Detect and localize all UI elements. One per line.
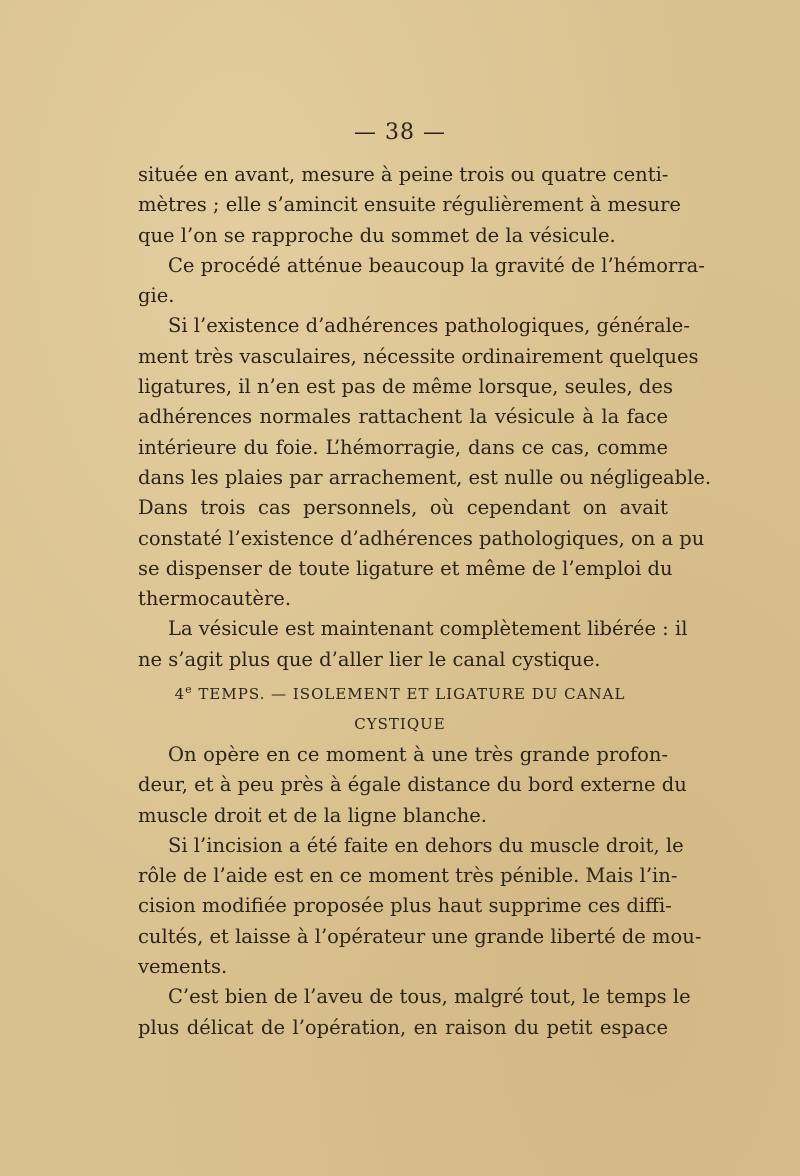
text-line: plus délicat de l’opération, en raison du petit espace bbox=[138, 1015, 668, 1039]
text-line: Dans trois cas personnels, où cependant on avait bbox=[138, 496, 668, 520]
text-line: intérieure du foie. L’hémorragie, dans ce cas, comme bbox=[138, 435, 668, 459]
text-line: Ce procédé atténue beaucoup la gravité de l’hémorra- bbox=[168, 253, 705, 277]
section-heading bbox=[0, 675, 800, 739]
text-line: ligatures, il n’en est pas de même lorsque, seules, des bbox=[138, 375, 673, 399]
text-line: cision modifiée proposée plus haut supprime ces diffi- bbox=[138, 894, 672, 918]
text-line: On opère en ce moment à une très grande profon- bbox=[168, 743, 668, 766]
heading-line-2: CYSTIQUE bbox=[354, 715, 446, 733]
text-line: que l’on se rapproche du sommet de la vésicule. bbox=[138, 223, 616, 247]
text-line: mètres ; elle s’amincit ensuite régulièrement à mesure bbox=[138, 193, 681, 217]
text-line: se dispenser de toute ligature et même de l’emploi du bbox=[138, 556, 673, 580]
text-line: muscle droit et de la ligne blanche. bbox=[138, 803, 488, 827]
text-line: La vésicule est maintenant complètement libérée : il bbox=[168, 617, 688, 641]
text-line: rôle de l’aide est en ce moment très pénible. Mais l’in- bbox=[138, 864, 678, 888]
text-line: dans les plaies par arrachement, est nulle ou négligeable. bbox=[138, 465, 712, 489]
text-block-top bbox=[138, 160, 712, 675]
text-line: thermocautère. bbox=[138, 587, 292, 611]
page-number: — 38 — bbox=[354, 120, 446, 145]
heading-ordinal-sup: e bbox=[185, 683, 193, 696]
text-line: gie. bbox=[138, 284, 175, 308]
text-line: adhérences normales rattachent la vésicule à la face bbox=[138, 405, 668, 429]
text-line: C’est bien de l’aveu de tous, malgré tout, le temps le bbox=[168, 985, 691, 1009]
text-line: Si l’existence d’adhérences pathologiques, générale- bbox=[168, 314, 690, 338]
text-line: constaté l’existence d’adhérences pathologiques, on a pu bbox=[138, 526, 705, 550]
text-block-bottom bbox=[138, 740, 702, 1043]
text-line: vements. bbox=[138, 955, 228, 979]
text-line: ment très vasculaires, nécessite ordinairement quelques bbox=[138, 344, 699, 368]
heading-title: TEMPS. — ISOLEMENT ET LIGATURE DU CANAL bbox=[198, 685, 626, 703]
text-line: située en avant, mesure à peine trois ou quatre centi- bbox=[138, 163, 669, 186]
heading-line-1 bbox=[0, 675, 800, 709]
text-line: deur, et à peu près à égale distance du bord externe du bbox=[138, 773, 687, 797]
text-line: cultés, et laisse à l’opérateur une grande liberté de mou- bbox=[138, 924, 702, 948]
heading-ordinal: 4 bbox=[174, 685, 186, 703]
text-line: ne s’agit plus que d’aller lier le canal cystique. bbox=[138, 647, 601, 671]
text-line: Si l’incision a été faite en dehors du muscle droit, le bbox=[168, 833, 684, 857]
